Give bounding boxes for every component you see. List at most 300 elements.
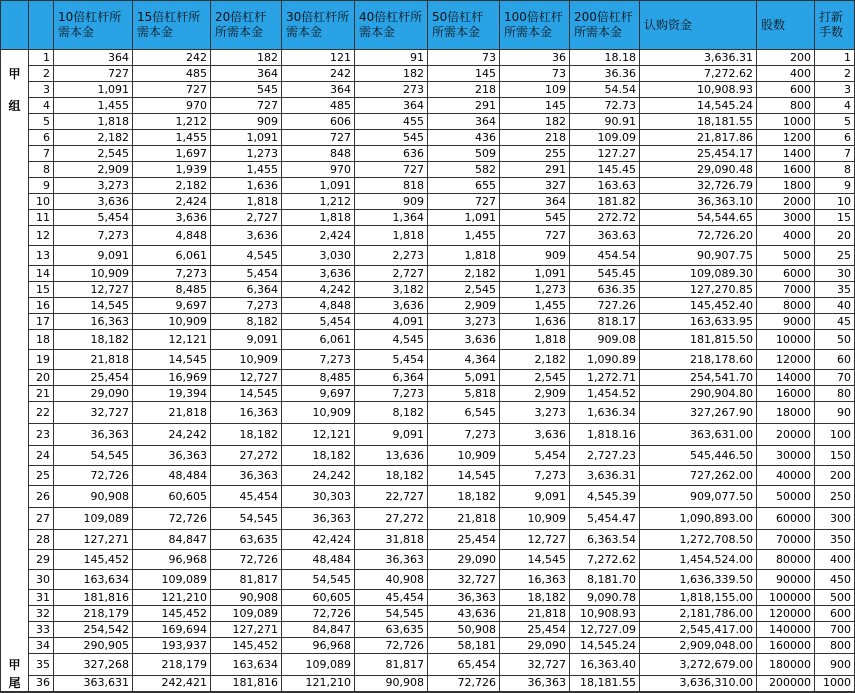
cell-lots: 60	[815, 350, 855, 370]
cell-lots: 150	[815, 446, 855, 466]
cell-lev100: 327	[500, 178, 570, 194]
cell-lev100: 1,091	[500, 266, 570, 282]
group-label-cell	[1, 194, 29, 210]
cell-idx: 2	[29, 66, 54, 82]
group-label-cell	[1, 298, 29, 314]
cell-lots: 8	[815, 162, 855, 178]
cell-lev100: 12,727	[500, 530, 570, 550]
cell-lev30: 7,273	[282, 350, 355, 370]
cell-lev30: 2,424	[282, 226, 355, 246]
cell-lev10: 12,727	[54, 282, 133, 298]
cell-lev40: 818	[355, 178, 428, 194]
cell-idx: 13	[29, 246, 54, 266]
cell-lev15: 12,121	[133, 330, 211, 350]
cell-lev50: 727	[428, 194, 500, 210]
cell-lev15: 6,061	[133, 246, 211, 266]
cell-lev10: 181,816	[54, 590, 133, 606]
cell-lev200: 4,545.39	[570, 486, 640, 508]
cell-lev10: 364	[54, 50, 133, 66]
cell-funds: 7,272.62	[640, 66, 757, 82]
cell-funds: 127,270.85	[640, 282, 757, 298]
cell-lev20: 12,727	[211, 370, 282, 386]
table-row	[1, 466, 855, 486]
cell-lev15: 4,848	[133, 226, 211, 246]
group-label-cell	[1, 82, 29, 98]
table-row	[1, 446, 855, 466]
cell-funds: 32,726.79	[640, 178, 757, 194]
cell-lev10: 7,273	[54, 226, 133, 246]
cell-lev20: 181,816	[211, 676, 282, 692]
cell-lev15: 36,363	[133, 446, 211, 466]
cell-lev100: 9,091	[500, 486, 570, 508]
cell-idx: 20	[29, 370, 54, 386]
cell-lev200: 90.91	[570, 114, 640, 130]
cell-lev50: 145	[428, 66, 500, 82]
cell-lots: 35	[815, 282, 855, 298]
group-label-cell	[1, 530, 29, 550]
cell-lev50: 5,818	[428, 386, 500, 402]
cell-lev40: 54,545	[355, 606, 428, 622]
cell-shares: 80000	[757, 550, 815, 570]
cell-lev100: 182	[500, 114, 570, 130]
cell-lev40: 40,908	[355, 570, 428, 590]
cell-funds: 25,454.17	[640, 146, 757, 162]
cell-lev50: 43,636	[428, 606, 500, 622]
header-10x: 10倍杠杆所需本金	[54, 1, 133, 50]
cell-lev10: 1,091	[54, 82, 133, 98]
cell-lev200: 1,636.34	[570, 402, 640, 424]
cell-lev20: 1,091	[211, 130, 282, 146]
cell-lev15: 2,182	[133, 178, 211, 194]
cell-lev15: 16,969	[133, 370, 211, 386]
cell-shares: 14000	[757, 370, 815, 386]
cell-lev40: 3,636	[355, 298, 428, 314]
cell-shares: 1400	[757, 146, 815, 162]
cell-lev50: 3,636	[428, 330, 500, 350]
cell-shares: 600	[757, 82, 815, 98]
cell-lev20: 127,271	[211, 622, 282, 638]
cell-lev20: 10,909	[211, 350, 282, 370]
cell-lev50: 50,908	[428, 622, 500, 638]
cell-lev10: 727	[54, 66, 133, 82]
group-label-cell	[1, 570, 29, 590]
header-shares: 股数	[757, 1, 815, 50]
group-label-cell: 甲	[1, 654, 29, 676]
cell-lev200: 12,727.09	[570, 622, 640, 638]
cell-lev20: 1,273	[211, 146, 282, 162]
cell-lev15: 8,485	[133, 282, 211, 298]
cell-lev200: 272.72	[570, 210, 640, 226]
cell-lev20: 1,455	[211, 162, 282, 178]
cell-lev15: 145,452	[133, 606, 211, 622]
cell-lev15: 1,212	[133, 114, 211, 130]
cell-lev15: 96,968	[133, 550, 211, 570]
header-30x: 30倍杠杆所需本金	[282, 1, 355, 50]
cell-lev20: 5,454	[211, 266, 282, 282]
cell-lev100: 255	[500, 146, 570, 162]
cell-idx: 34	[29, 638, 54, 654]
cell-funds: 327,267.90	[640, 402, 757, 424]
table-row	[1, 386, 855, 402]
cell-lev200: 363.63	[570, 226, 640, 246]
cell-lev20: 909	[211, 114, 282, 130]
cell-lev10: 54,545	[54, 446, 133, 466]
cell-lev15: 14,545	[133, 350, 211, 370]
group-label-cell	[1, 386, 29, 402]
cell-idx: 8	[29, 162, 54, 178]
cell-lev200: 181.82	[570, 194, 640, 210]
table-row	[1, 266, 855, 282]
cell-lots: 80	[815, 386, 855, 402]
cell-idx: 11	[29, 210, 54, 226]
cell-lev10: 10,909	[54, 266, 133, 282]
cell-idx: 28	[29, 530, 54, 550]
cell-lots: 1	[815, 50, 855, 66]
group-label-cell	[1, 146, 29, 162]
cell-idx: 29	[29, 550, 54, 570]
cell-idx: 35	[29, 654, 54, 676]
cell-lev10: 2,909	[54, 162, 133, 178]
cell-shares: 40000	[757, 466, 815, 486]
cell-shares: 100000	[757, 590, 815, 606]
cell-funds: 72,726.20	[640, 226, 757, 246]
cell-lev15: 1,697	[133, 146, 211, 162]
cell-lev30: 96,968	[282, 638, 355, 654]
cell-lev40: 4,091	[355, 314, 428, 330]
cell-lev200: 9,090.78	[570, 590, 640, 606]
group-label-cell	[1, 466, 29, 486]
cell-lots: 25	[815, 246, 855, 266]
table-row	[1, 530, 855, 550]
cell-lev15: 7,273	[133, 266, 211, 282]
cell-lev50: 655	[428, 178, 500, 194]
cell-lots: 700	[815, 622, 855, 638]
cell-lev200: 72.73	[570, 98, 640, 114]
cell-lev100: 1,273	[500, 282, 570, 298]
cell-lev15: 109,089	[133, 570, 211, 590]
cell-lev50: 2,545	[428, 282, 500, 298]
cell-lev50: 36,363	[428, 590, 500, 606]
cell-lev40: 364	[355, 98, 428, 114]
table-row	[1, 330, 855, 350]
header-cell	[29, 1, 54, 50]
group-label-cell	[1, 508, 29, 530]
group-label-cell: 组	[1, 98, 29, 114]
cell-lev100: 545	[500, 210, 570, 226]
cell-lev100: 32,727	[500, 654, 570, 676]
cell-lev10: 36,363	[54, 424, 133, 446]
cell-lev10: 163,634	[54, 570, 133, 590]
cell-lev10: 16,363	[54, 314, 133, 330]
cell-lev15: 242	[133, 50, 211, 66]
table-row	[1, 350, 855, 370]
cell-lev100: 21,818	[500, 606, 570, 622]
table-row	[1, 98, 855, 114]
cell-lev50: 4,364	[428, 350, 500, 370]
cell-shares: 1000	[757, 114, 815, 130]
cell-lev30: 24,242	[282, 466, 355, 486]
cell-lev40: 909	[355, 194, 428, 210]
cell-idx: 3	[29, 82, 54, 98]
cell-lev30: 121	[282, 50, 355, 66]
cell-lev20: 163,634	[211, 654, 282, 676]
cell-lev200: 909.08	[570, 330, 640, 350]
table-row	[1, 486, 855, 508]
cell-lev30: 109,089	[282, 654, 355, 676]
cell-idx: 1	[29, 50, 54, 66]
table-row	[1, 246, 855, 266]
cell-shares: 60000	[757, 508, 815, 530]
cell-lots: 900	[815, 654, 855, 676]
cell-funds: 3,636.31	[640, 50, 757, 66]
cell-shares: 8000	[757, 298, 815, 314]
cell-lev100: 10,909	[500, 508, 570, 530]
group-label-cell	[1, 550, 29, 570]
cell-funds: 290,904.80	[640, 386, 757, 402]
cell-shares: 16000	[757, 386, 815, 402]
cell-shares: 9000	[757, 314, 815, 330]
group-label-cell	[1, 282, 29, 298]
cell-lev20: 545	[211, 82, 282, 98]
cell-lev100: 2,182	[500, 350, 570, 370]
cell-lev30: 727	[282, 130, 355, 146]
cell-lev15: 727	[133, 82, 211, 98]
cell-idx: 31	[29, 590, 54, 606]
cell-lev10: 145,452	[54, 550, 133, 570]
group-label-cell	[1, 266, 29, 282]
cell-lev30: 970	[282, 162, 355, 178]
table-row	[1, 146, 855, 162]
cell-lev20: 4,545	[211, 246, 282, 266]
cell-lev100: 36,363	[500, 676, 570, 692]
cell-lev10: 32,727	[54, 402, 133, 424]
cell-lev50: 2,909	[428, 298, 500, 314]
cell-lev30: 1,818	[282, 210, 355, 226]
cell-lev30: 8,485	[282, 370, 355, 386]
cell-lev15: 10,909	[133, 314, 211, 330]
header-100x: 100倍杠杆所需本金	[500, 1, 570, 50]
cell-lev20: 3,636	[211, 226, 282, 246]
cell-idx: 7	[29, 146, 54, 162]
cell-lev10: 127,271	[54, 530, 133, 550]
cell-lots: 1000	[815, 676, 855, 692]
table-row	[1, 162, 855, 178]
cell-lots: 100	[815, 424, 855, 446]
cell-lev20: 36,363	[211, 466, 282, 486]
cell-lev100: 2,909	[500, 386, 570, 402]
cell-lev15: 218,179	[133, 654, 211, 676]
table-row	[1, 424, 855, 446]
cell-shares: 50000	[757, 486, 815, 508]
cell-lots: 5	[815, 114, 855, 130]
cell-funds: 1,090,893.00	[640, 508, 757, 530]
cell-lev200: 5,454.47	[570, 508, 640, 530]
table-row	[1, 370, 855, 386]
cell-lev10: 1,818	[54, 114, 133, 130]
table-row	[1, 210, 855, 226]
cell-lev40: 2,727	[355, 266, 428, 282]
table-row	[1, 550, 855, 570]
cell-funds: 1,272,708.50	[640, 530, 757, 550]
cell-funds: 2,181,786.00	[640, 606, 757, 622]
cell-lev200: 454.54	[570, 246, 640, 266]
cell-lev200: 10,908.93	[570, 606, 640, 622]
cell-lev100: 1,455	[500, 298, 570, 314]
cell-lev30: 72,726	[282, 606, 355, 622]
cell-lev100: 364	[500, 194, 570, 210]
cell-idx: 22	[29, 402, 54, 424]
cell-idx: 24	[29, 446, 54, 466]
cell-funds: 1,636,339.50	[640, 570, 757, 590]
cell-lev10: 9,091	[54, 246, 133, 266]
table-row	[1, 298, 855, 314]
cell-idx: 19	[29, 350, 54, 370]
group-label-cell	[1, 622, 29, 638]
cell-lev100: 2,545	[500, 370, 570, 386]
cell-lev50: 218	[428, 82, 500, 98]
cell-lots: 40	[815, 298, 855, 314]
cell-lev20: 1,636	[211, 178, 282, 194]
cell-lev100: 1,636	[500, 314, 570, 330]
cell-lev50: 65,454	[428, 654, 500, 676]
cell-idx: 12	[29, 226, 54, 246]
cell-lev30: 84,847	[282, 622, 355, 638]
cell-shares: 180000	[757, 654, 815, 676]
cell-funds: 727,262.00	[640, 466, 757, 486]
table-row	[1, 638, 855, 654]
cell-lev10: 1,455	[54, 98, 133, 114]
cell-funds: 18,181.55	[640, 114, 757, 130]
cell-lev200: 127.27	[570, 146, 640, 162]
cell-lots: 200	[815, 466, 855, 486]
cell-shares: 12000	[757, 350, 815, 370]
cell-lev100: 36	[500, 50, 570, 66]
cell-lev30: 1,091	[282, 178, 355, 194]
cell-lev20: 45,454	[211, 486, 282, 508]
cell-lev40: 6,364	[355, 370, 428, 386]
cell-lev30: 48,484	[282, 550, 355, 570]
cell-funds: 90,907.75	[640, 246, 757, 266]
cell-lev10: 290,905	[54, 638, 133, 654]
cell-lots: 15	[815, 210, 855, 226]
cell-funds: 254,541.70	[640, 370, 757, 386]
cell-lev40: 636	[355, 146, 428, 162]
cell-lev30: 3,030	[282, 246, 355, 266]
cell-lots: 6	[815, 130, 855, 146]
cell-lev20: 72,726	[211, 550, 282, 570]
group-label-cell	[1, 638, 29, 654]
cell-shares: 7000	[757, 282, 815, 298]
cell-lev30: 60,605	[282, 590, 355, 606]
cell-funds: 1,454,524.00	[640, 550, 757, 570]
cell-lev30: 18,182	[282, 446, 355, 466]
cell-lev30: 4,848	[282, 298, 355, 314]
cell-idx: 26	[29, 486, 54, 508]
table-row	[1, 570, 855, 590]
cell-lev15: 21,818	[133, 402, 211, 424]
cell-lev10: 2,545	[54, 146, 133, 162]
cell-lots: 2	[815, 66, 855, 82]
group-label-cell: 尾	[1, 676, 29, 692]
cell-lev50: 509	[428, 146, 500, 162]
cell-lev200: 818.17	[570, 314, 640, 330]
cell-lev50: 3,273	[428, 314, 500, 330]
cell-idx: 33	[29, 622, 54, 638]
cell-lev30: 3,636	[282, 266, 355, 282]
cell-lev50: 1,091	[428, 210, 500, 226]
cell-lev20: 145,452	[211, 638, 282, 654]
cell-funds: 3,272,679.00	[640, 654, 757, 676]
cell-lev20: 16,363	[211, 402, 282, 424]
cell-lev100: 5,454	[500, 446, 570, 466]
cell-shares: 2000	[757, 194, 815, 210]
cell-lots: 10	[815, 194, 855, 210]
cell-lev50: 1,818	[428, 246, 500, 266]
cell-lev50: 291	[428, 98, 500, 114]
cell-lev40: 91	[355, 50, 428, 66]
group-label-cell	[1, 330, 29, 350]
cell-lev15: 121,210	[133, 590, 211, 606]
cell-lev40: 90,908	[355, 676, 428, 692]
cell-lev30: 12,121	[282, 424, 355, 446]
cell-shares: 1200	[757, 130, 815, 146]
cell-lev200: 636.35	[570, 282, 640, 298]
cell-lev40: 273	[355, 82, 428, 98]
cell-lev40: 3,182	[355, 282, 428, 298]
cell-idx: 6	[29, 130, 54, 146]
cell-lots: 20	[815, 226, 855, 246]
cell-lev100: 16,363	[500, 570, 570, 590]
cell-funds: 145,452.40	[640, 298, 757, 314]
group-label-cell	[1, 486, 29, 508]
cell-lev50: 1,455	[428, 226, 500, 246]
cell-lev10: 18,182	[54, 330, 133, 350]
cell-lev30: 606	[282, 114, 355, 130]
cell-lev30: 30,303	[282, 486, 355, 508]
cell-funds: 181,815.50	[640, 330, 757, 350]
cell-lev40: 36,363	[355, 550, 428, 570]
cell-lev30: 4,242	[282, 282, 355, 298]
cell-lev20: 182	[211, 50, 282, 66]
cell-lev15: 242,421	[133, 676, 211, 692]
cell-lev100: 3,273	[500, 402, 570, 424]
cell-lev200: 18,181.55	[570, 676, 640, 692]
header-15x: 15倍杠杆所需本金	[133, 1, 211, 50]
cell-lev40: 1,818	[355, 226, 428, 246]
cell-lev10: 3,636	[54, 194, 133, 210]
cell-lev200: 2,727.23	[570, 446, 640, 466]
cell-shares: 10000	[757, 330, 815, 350]
cell-lev200: 145.45	[570, 162, 640, 178]
cell-funds: 21,817.86	[640, 130, 757, 146]
cell-lev40: 727	[355, 162, 428, 178]
cell-lev30: 364	[282, 82, 355, 98]
table-row	[1, 282, 855, 298]
cell-idx: 5	[29, 114, 54, 130]
cell-shares: 70000	[757, 530, 815, 550]
cell-lev200: 1,272.71	[570, 370, 640, 386]
cell-lots: 300	[815, 508, 855, 530]
cell-lev200: 163.63	[570, 178, 640, 194]
cell-lev30: 242	[282, 66, 355, 82]
cell-lev200: 14,545.24	[570, 638, 640, 654]
header-50x: 50倍杠杆所需本金	[428, 1, 500, 50]
cell-lev50: 72,726	[428, 676, 500, 692]
cell-idx: 17	[29, 314, 54, 330]
cell-lev10: 72,726	[54, 466, 133, 486]
cell-lev20: 14,545	[211, 386, 282, 402]
cell-lev100: 7,273	[500, 466, 570, 486]
